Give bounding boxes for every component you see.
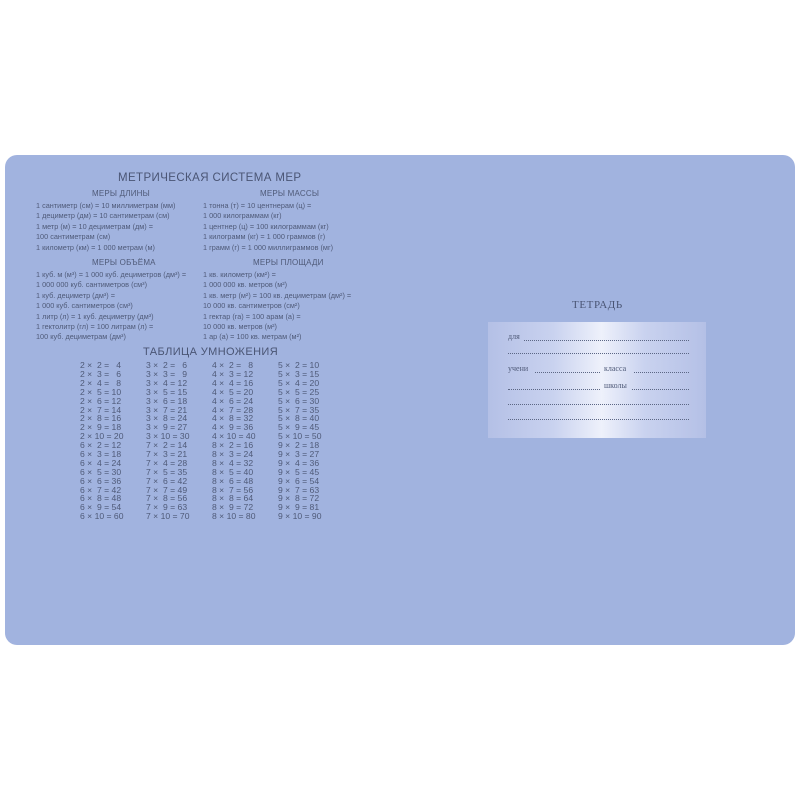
area-line: 10 000 кв. метров (м²) — [203, 322, 277, 332]
length-measures-title: МЕРЫ ДЛИНЫ — [92, 189, 150, 198]
mult-row: 6 × 2 = 12 — [80, 440, 122, 450]
dotted-line — [632, 389, 689, 390]
label-student: учени — [508, 364, 529, 373]
volume-line: 1 куб. м (м³) = 1 000 куб. дециметров (дм³) = — [36, 270, 187, 279]
dotted-line — [508, 389, 600, 390]
mult-row: 5 × 9 = 45 — [278, 422, 320, 433]
mult-row: 5 × 5 = 25 — [278, 386, 320, 397]
mult-row: 3 × 8 = 24 — [146, 413, 188, 424]
mult-column-2 — [80, 361, 124, 441]
mult-row: 9 × 8 = 72 — [278, 493, 320, 504]
mult-row: 4 × 3 = 12 — [212, 368, 254, 379]
mult-row: 7 × 10 = 70 — [146, 511, 190, 522]
dotted-line — [524, 340, 689, 341]
mult-row: 3 × 2 = 6 — [146, 360, 188, 370]
mult-row: 3 × 9 = 27 — [146, 422, 188, 433]
mass-measures-title: МЕРЫ МАССЫ — [260, 189, 320, 198]
mult-row: 7 × 3 = 21 — [146, 448, 188, 459]
volume-line: 1 гектолитр (гл) = 100 литрам (л) = — [36, 322, 154, 332]
area-line: 1 000 000 кв. метров (м²) — [203, 280, 288, 290]
mult-row: 9 × 7 = 63 — [278, 484, 320, 495]
volume-line: 100 куб. дециметрам (дм³) — [36, 332, 126, 342]
volume-measures-list — [36, 270, 186, 343]
mult-row: 8 × 2 = 16 — [212, 440, 254, 450]
mult-row: 4 × 6 = 24 — [212, 395, 254, 406]
length-line: 1 метр (м) = 10 дециметрам (дм) = — [36, 221, 154, 231]
mult-row: 7 × 6 = 42 — [146, 475, 188, 486]
mult-row: 4 × 5 = 20 — [212, 386, 254, 397]
volume-line: 1 000 куб. сантиметров (см³) — [36, 301, 133, 311]
mult-row: 3 × 6 = 18 — [146, 395, 188, 406]
mult-row: 4 × 2 = 8 — [212, 360, 254, 370]
mult-row: 2 × 8 = 16 — [80, 413, 122, 424]
mult-row: 4 × 9 = 36 — [212, 422, 254, 433]
mult-row: 5 × 8 = 40 — [278, 413, 320, 424]
mult-row: 7 × 7 = 49 — [146, 484, 188, 495]
mult-row: 8 × 5 = 40 — [212, 466, 254, 477]
label-class: класса — [604, 364, 627, 373]
mult-column-4 — [212, 361, 256, 441]
dotted-line — [508, 419, 689, 420]
mult-row: 5 × 4 = 20 — [278, 377, 320, 388]
mult-row: 9 × 2 = 18 — [278, 440, 320, 450]
length-line: 1 километр (км) = 1 000 метрам (м) — [36, 242, 155, 252]
mult-row: 2 × 2 = 4 — [80, 360, 122, 370]
length-line: 100 сантиметрам (см) — [36, 232, 111, 242]
mass-line: 1 центнер (ц) = 100 килограммам (кг) — [203, 221, 329, 231]
metric-system-title: МЕТРИЧЕСКАЯ СИСТЕМА МЕР — [118, 172, 302, 184]
mult-row: 5 × 2 = 10 — [278, 360, 320, 370]
mult-row: 3 × 3 = 9 — [146, 368, 188, 379]
mult-column-7 — [146, 441, 190, 521]
volume-line: 1 куб. дециметр (дм³) = — [36, 290, 116, 300]
mult-row: 8 × 9 = 72 — [212, 502, 254, 513]
mult-row: 8 × 7 = 56 — [212, 484, 254, 495]
mult-row: 3 × 5 = 15 — [146, 386, 188, 397]
mass-line: 1 грамм (г) = 1 000 миллиграммов (мг) — [203, 242, 334, 252]
mult-row: 5 × 10 = 50 — [278, 431, 322, 442]
length-line: 1 сантиметр (см) = 10 миллиметрам (мм) — [36, 201, 176, 210]
length-measures-list — [36, 201, 175, 253]
mult-row: 2 × 5 = 10 — [80, 386, 122, 397]
label-school: школы — [604, 381, 627, 390]
multiplication-table-title: ТАБЛИЦА УМНОЖЕНИЯ — [143, 346, 279, 358]
label-for: для — [508, 332, 520, 341]
mult-row: 9 × 10 = 90 — [278, 511, 322, 522]
volume-line: 1 000 000 куб. сантиметров (см³) — [36, 280, 148, 290]
mult-column-6 — [80, 441, 124, 521]
mult-row: 3 × 10 = 30 — [146, 431, 190, 442]
dotted-line — [508, 404, 689, 405]
dotted-line — [508, 353, 689, 354]
mass-measures-list — [203, 201, 333, 253]
mult-row: 6 × 3 = 18 — [80, 448, 122, 459]
area-line: 1 кв. километр (км²) = — [203, 270, 276, 279]
mult-row: 9 × 9 = 81 — [278, 502, 320, 513]
mult-row: 9 × 6 = 54 — [278, 475, 320, 486]
mult-row: 3 × 7 = 21 — [146, 404, 188, 415]
dotted-line — [634, 372, 689, 373]
mult-row: 8 × 10 = 80 — [212, 511, 256, 522]
mult-row: 4 × 4 = 16 — [212, 377, 254, 388]
mult-row: 6 × 10 = 60 — [80, 511, 124, 522]
mult-row: 7 × 8 = 56 — [146, 493, 188, 504]
mult-row: 4 × 7 = 28 — [212, 404, 254, 415]
mult-row: 2 × 7 = 14 — [80, 404, 122, 415]
mult-row: 2 × 4 = 8 — [80, 377, 122, 388]
area-measures-title: МЕРЫ ПЛОЩАДИ — [253, 258, 324, 267]
mult-column-9 — [278, 441, 322, 521]
mult-row: 8 × 6 = 48 — [212, 475, 254, 486]
mult-row: 6 × 8 = 48 — [80, 493, 122, 504]
mult-row: 9 × 5 = 45 — [278, 466, 320, 477]
mult-row: 6 × 6 = 36 — [80, 475, 122, 486]
mult-row: 7 × 9 = 63 — [146, 502, 188, 513]
mult-row: 6 × 4 = 24 — [80, 457, 122, 468]
mult-row: 5 × 7 = 35 — [278, 404, 320, 415]
mass-line: 1 000 килограммам (кг) — [203, 211, 282, 221]
mult-row: 6 × 9 = 54 — [80, 502, 122, 513]
mult-row: 9 × 4 = 36 — [278, 457, 320, 468]
mult-row: 8 × 4 = 32 — [212, 457, 254, 468]
mult-row: 2 × 6 = 12 — [80, 395, 122, 406]
mult-column-5 — [278, 361, 322, 441]
mult-row: 3 × 4 = 12 — [146, 377, 188, 388]
mult-row: 7 × 2 = 14 — [146, 440, 188, 450]
mult-row: 5 × 6 = 30 — [278, 395, 320, 406]
mult-row: 5 × 3 = 15 — [278, 368, 320, 379]
mult-row: 2 × 10 = 20 — [80, 431, 124, 442]
mult-row: 2 × 9 = 18 — [80, 422, 122, 433]
area-line: 10 000 кв. сантиметров (см²) — [203, 301, 300, 311]
length-line: 1 дециметр (дм) = 10 сантиметрам (см) — [36, 211, 170, 221]
mult-row: 8 × 8 = 64 — [212, 493, 254, 504]
mult-row: 6 × 5 = 30 — [80, 466, 122, 477]
mult-column-3 — [146, 361, 190, 441]
mass-line: 1 тонна (т) = 10 центнерам (ц) = — [203, 201, 312, 210]
mult-row: 7 × 5 = 35 — [146, 466, 188, 477]
dotted-line — [535, 372, 600, 373]
mult-row: 2 × 3 = 6 — [80, 368, 122, 379]
volume-measures-title: МЕРЫ ОБЪЁМА — [92, 258, 156, 267]
mult-row: 6 × 7 = 42 — [80, 484, 122, 495]
volume-line: 1 литр (л) = 1 куб. дециметру (дм³) — [36, 311, 154, 321]
mass-line: 1 килограмм (кг) = 1 000 граммов (г) — [203, 232, 326, 242]
area-measures-list — [203, 270, 351, 343]
area-line: 1 кв. метр (м²) = 100 кв. дециметрам (дм²) = — [203, 290, 352, 300]
mult-row: 8 × 3 = 24 — [212, 448, 254, 459]
area-line: 1 гектар (га) = 100 арам (а) = — [203, 311, 301, 321]
mult-row: 9 × 3 = 27 — [278, 448, 320, 459]
area-line: 1 ар (а) = 100 кв. метрам (м²) — [203, 332, 302, 342]
mult-row: 7 × 4 = 28 — [146, 457, 188, 468]
mult-column-8 — [212, 441, 256, 521]
mult-row: 4 × 10 = 40 — [212, 431, 256, 442]
mult-row: 4 × 8 = 32 — [212, 413, 254, 424]
notebook-title: ТЕТРАДЬ — [572, 299, 623, 311]
